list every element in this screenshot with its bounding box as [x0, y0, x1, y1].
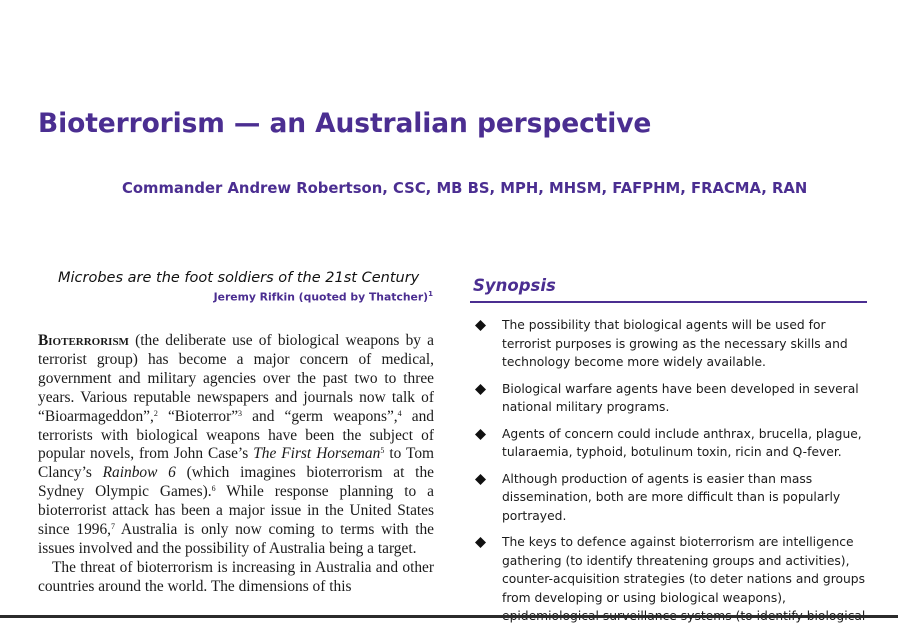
footnote-ref: 4	[397, 408, 402, 418]
synopsis-item	[470, 533, 867, 626]
synopsis-divider	[470, 301, 867, 303]
synopsis-item-text: The keys to defence against bioterrorism are intelligence gathering (to identify threatening groups and activities), counter-acquisition strategies (to deter nations and groups from developing or using biological weapons),	[502, 535, 866, 605]
synopsis-item	[470, 316, 867, 372]
author-byline: Commander Andrew Robertson, CSC, MB BS, MPH, MHSM, FAFPHM, FRACMA, RAN	[122, 180, 808, 197]
epigraph-ref: 1	[428, 290, 433, 298]
synopsis-item-text: Although production of agents is easier than mass dissemination, both are more difficult than is popularly portrayed.	[502, 471, 841, 523]
lead-in-caps: Bioterrorism	[38, 332, 129, 349]
synopsis-item	[470, 425, 867, 462]
footnote-ref: 3	[238, 408, 243, 418]
body-text-run: and terrorists with biological weapons have been the subject of popular novels, from John Case’s	[38, 407, 434, 463]
synopsis-box	[470, 276, 867, 634]
synopsis-item-text: Agents of concern could include anthrax, brucella, plague, tularaemia, typhoid, botulinum toxin, ricin and Q-fever.	[502, 426, 862, 459]
synopsis-item	[470, 380, 867, 417]
article-title: Bioterrorism — an Australian perspective	[38, 108, 652, 139]
diamond-bullet-icon	[475, 429, 486, 440]
article-body	[38, 332, 434, 597]
body-text-run: (which imagines bioterrorism at the Sydney Olympic Games).	[38, 464, 434, 501]
body-text-run: While response planning to a bioterrorist attack has been a major issue in the United States since 1996,	[38, 483, 434, 539]
book-title: Rainbow 6	[102, 464, 176, 482]
diamond-bullet-icon	[475, 320, 486, 331]
diamond-bullet-icon	[475, 384, 486, 395]
epigraph-quote: Microbes are the foot soldiers of the 21st Century	[58, 270, 420, 286]
body-text-run: to Tom Clancy’s	[38, 445, 434, 482]
synopsis-item	[470, 470, 867, 526]
footnote-ref: 5	[380, 446, 385, 456]
body-text-run: and “germ weapons”,	[242, 407, 398, 425]
body-text-run: “Bioterror”	[157, 407, 239, 425]
footnote-ref: 7	[111, 522, 116, 532]
footnote-ref: 6	[211, 484, 216, 494]
body-paragraph-2: The threat of bioterrorism is increasing in Australia and other countries around the world. The dimensions of this	[38, 558, 434, 595]
body-text-run: (the deliberate use of biological weapons by a terrorist group) has become a major concern of medical, government and military agencies over the past two to three years. Various reputable newspapers and journals now talk of “Bioarmageddon”,	[38, 332, 434, 425]
diamond-bullet-icon	[475, 537, 486, 548]
epigraph-source	[58, 290, 438, 304]
synopsis-item-text: Biological warfare agents have been developed in several national military programs.	[502, 381, 859, 414]
diamond-bullet-icon	[475, 474, 486, 485]
book-title: The First Horseman	[253, 445, 381, 463]
body-text-run: Australia is only now coming to terms with the issues involved and the possibility of Australia being a target.	[38, 521, 434, 557]
synopsis-list	[470, 316, 867, 626]
epigraph	[58, 270, 438, 304]
body-paragraph-1	[38, 332, 434, 559]
footnote-ref: 2	[153, 408, 158, 418]
synopsis-heading: Synopsis	[473, 276, 556, 295]
synopsis-item-text: The possibility that biological agents will be used for terrorist purposes is growing as the necessary skills and technology become more widely available.	[502, 318, 848, 369]
epigraph-source-text: Jeremy Rifkin (quoted by Thatcher)	[213, 290, 429, 304]
